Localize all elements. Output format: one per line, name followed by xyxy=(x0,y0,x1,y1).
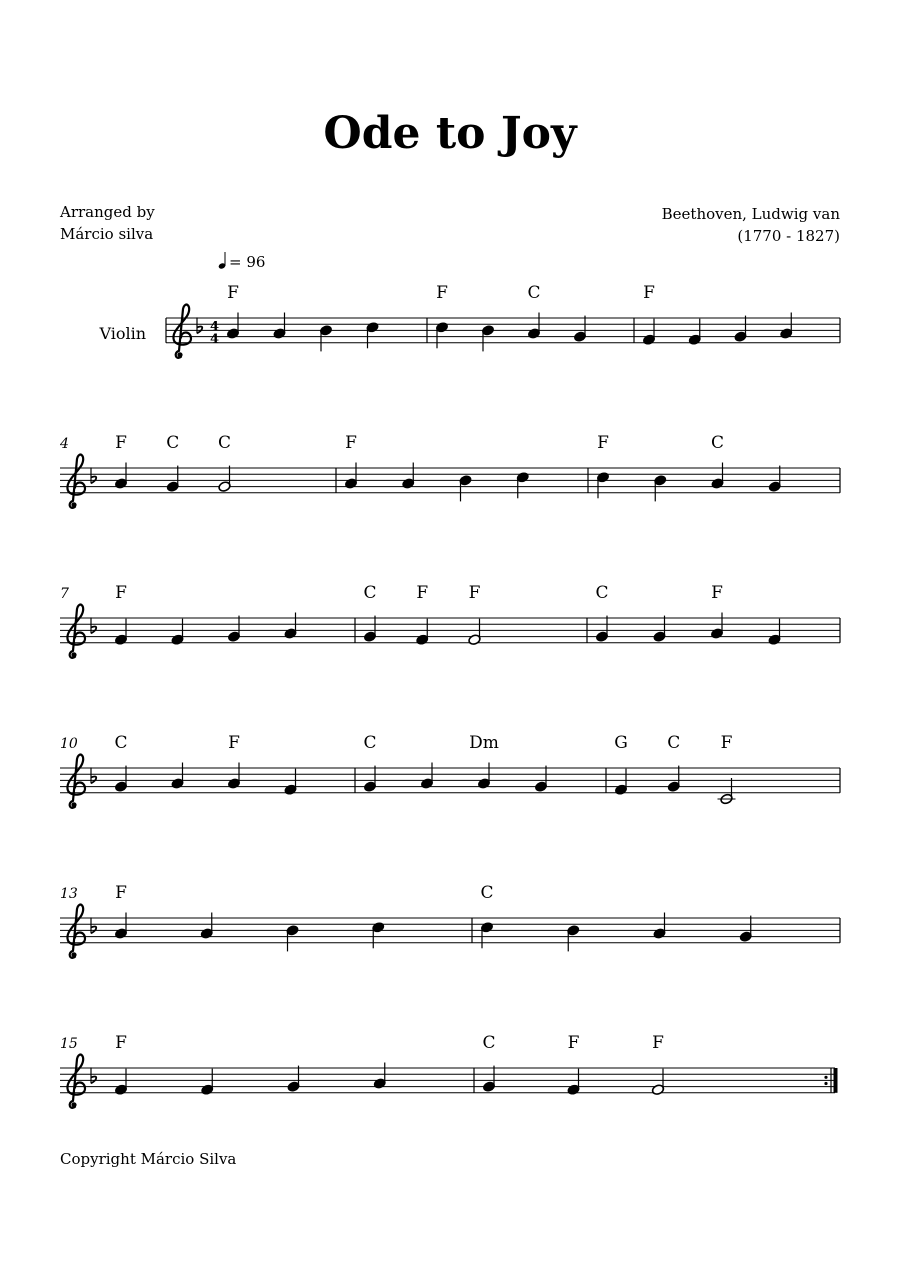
repeat-thick-barline xyxy=(834,1068,838,1093)
key-signature-flat xyxy=(91,617,96,633)
quarter-note xyxy=(642,319,655,346)
quarter-note xyxy=(654,475,667,502)
chord-symbol: F xyxy=(720,733,733,753)
arranger-name: Márcio silva xyxy=(60,225,154,243)
half-note xyxy=(718,778,736,805)
chord-symbol: F xyxy=(345,433,357,453)
quarter-note xyxy=(435,321,448,348)
quarter-note xyxy=(226,313,239,340)
quarter-note xyxy=(481,325,494,352)
chord-symbol: F xyxy=(115,583,127,603)
quarter-note xyxy=(344,463,357,490)
quarter-note xyxy=(286,925,299,952)
quarter-note xyxy=(780,313,793,340)
chord-symbol: C xyxy=(480,883,494,903)
chord-symbol: F xyxy=(468,583,481,603)
quarter-note xyxy=(688,319,701,346)
half-note xyxy=(651,1069,664,1096)
chord-symbol: C xyxy=(217,433,232,453)
treble-clef xyxy=(67,455,85,508)
measure-number: 7 xyxy=(60,586,69,602)
quarter-note xyxy=(614,769,627,796)
key-signature-flat xyxy=(91,767,96,783)
quarter-note xyxy=(114,766,127,793)
quarter-note xyxy=(363,616,376,643)
time-signature-bottom: 4 xyxy=(210,331,220,347)
quarter-note xyxy=(402,463,415,490)
measure-number: 15 xyxy=(60,1036,78,1052)
chord-symbol: F xyxy=(227,283,239,303)
quarter-note xyxy=(287,1066,300,1093)
repeat-dot xyxy=(824,1076,827,1079)
quarter-note xyxy=(114,1069,127,1096)
key-signature-flat xyxy=(197,317,202,333)
chord-symbol: C xyxy=(363,733,377,753)
key-signature-flat xyxy=(91,917,96,933)
quarter-note xyxy=(227,616,240,643)
treble-clef xyxy=(67,1055,85,1108)
quarter-note xyxy=(284,613,297,640)
treble-clef xyxy=(173,305,191,358)
quarter-note xyxy=(534,766,547,793)
arranger-label: Arranged by xyxy=(60,203,155,221)
chord-symbol: F xyxy=(567,1033,580,1053)
chord-symbol: F xyxy=(436,283,448,303)
quarter-note xyxy=(459,475,472,502)
quarter-note xyxy=(366,321,379,348)
composer-dates: (1770 - 1827) xyxy=(737,227,840,245)
composer-name: Beethoven, Ludwig van xyxy=(661,205,840,223)
repeat-dot xyxy=(824,1082,827,1085)
quarter-note xyxy=(567,925,580,952)
quarter-note xyxy=(284,769,297,796)
treble-clef xyxy=(67,755,85,808)
quarter-note xyxy=(482,1066,495,1093)
chord-symbol: Dm xyxy=(469,733,499,753)
treble-clef xyxy=(67,905,85,958)
chord-symbol: F xyxy=(652,1033,664,1053)
half-note xyxy=(218,466,231,493)
copyright-notice: Copyright Márcio Silva xyxy=(60,1150,237,1168)
score-title: Ode to Joy xyxy=(323,108,577,159)
chord-symbol: F xyxy=(416,583,429,603)
quarter-note xyxy=(516,471,529,498)
quarter-note xyxy=(114,913,127,940)
quarter-note xyxy=(166,466,179,493)
quarter-note xyxy=(667,766,680,793)
chord-symbol: F xyxy=(115,433,127,453)
quarter-note xyxy=(710,613,723,640)
quarter-note xyxy=(739,916,752,943)
half-note xyxy=(468,619,481,646)
chord-symbol: C xyxy=(595,583,609,603)
key-signature-flat xyxy=(91,467,96,483)
chord-symbol: C xyxy=(166,433,180,453)
chord-symbol: F xyxy=(597,433,609,453)
quarter-note xyxy=(372,921,385,948)
measure-number: 4 xyxy=(60,436,69,452)
quarter-note xyxy=(201,1069,214,1096)
treble-clef xyxy=(67,605,85,658)
quarter-note xyxy=(653,913,666,940)
quarter-note xyxy=(596,471,609,498)
chord-symbol: F xyxy=(115,883,127,903)
measure-number: 13 xyxy=(60,886,78,902)
quarter-note xyxy=(573,316,586,343)
quarter-note xyxy=(711,463,724,490)
quarter-note xyxy=(114,619,127,646)
quarter-note xyxy=(200,913,213,940)
chord-symbol: F xyxy=(643,283,655,303)
quarter-note xyxy=(171,619,184,646)
chord-symbol: C xyxy=(363,583,377,603)
quarter-note xyxy=(768,466,781,493)
tempo-marking: = 96 xyxy=(229,253,266,271)
chord-symbol: C xyxy=(114,733,128,753)
quarter-note xyxy=(373,1063,386,1090)
quarter-note xyxy=(227,763,240,790)
chord-symbol: C xyxy=(710,433,725,453)
chord-symbol: F xyxy=(115,1033,127,1053)
chord-symbol: C xyxy=(527,283,541,303)
quarter-note xyxy=(114,463,127,490)
measure-number: 10 xyxy=(60,736,78,752)
quarter-note xyxy=(567,1069,580,1096)
chord-symbol: F xyxy=(228,733,240,753)
quarter-note xyxy=(734,316,747,343)
quarter-note xyxy=(595,616,608,643)
quarter-note xyxy=(480,921,493,948)
chord-symbol: G xyxy=(614,733,628,753)
quarter-note xyxy=(527,313,540,340)
chord-symbol: C xyxy=(482,1033,496,1053)
quarter-note xyxy=(477,763,490,790)
quarter-note xyxy=(273,313,286,340)
quarter-note xyxy=(420,763,433,790)
quarter-note xyxy=(416,619,429,646)
quarter-note xyxy=(653,616,666,643)
quarter-note xyxy=(768,619,781,646)
chord-symbol: F xyxy=(711,583,723,603)
time-signature-top: 4 xyxy=(210,319,220,335)
key-signature-flat xyxy=(91,1067,96,1083)
chord-symbol: C xyxy=(667,733,681,753)
quarter-note xyxy=(171,763,184,790)
instrument-name: Violin xyxy=(99,324,146,343)
quarter-note xyxy=(363,766,376,793)
quarter-note xyxy=(319,325,332,352)
